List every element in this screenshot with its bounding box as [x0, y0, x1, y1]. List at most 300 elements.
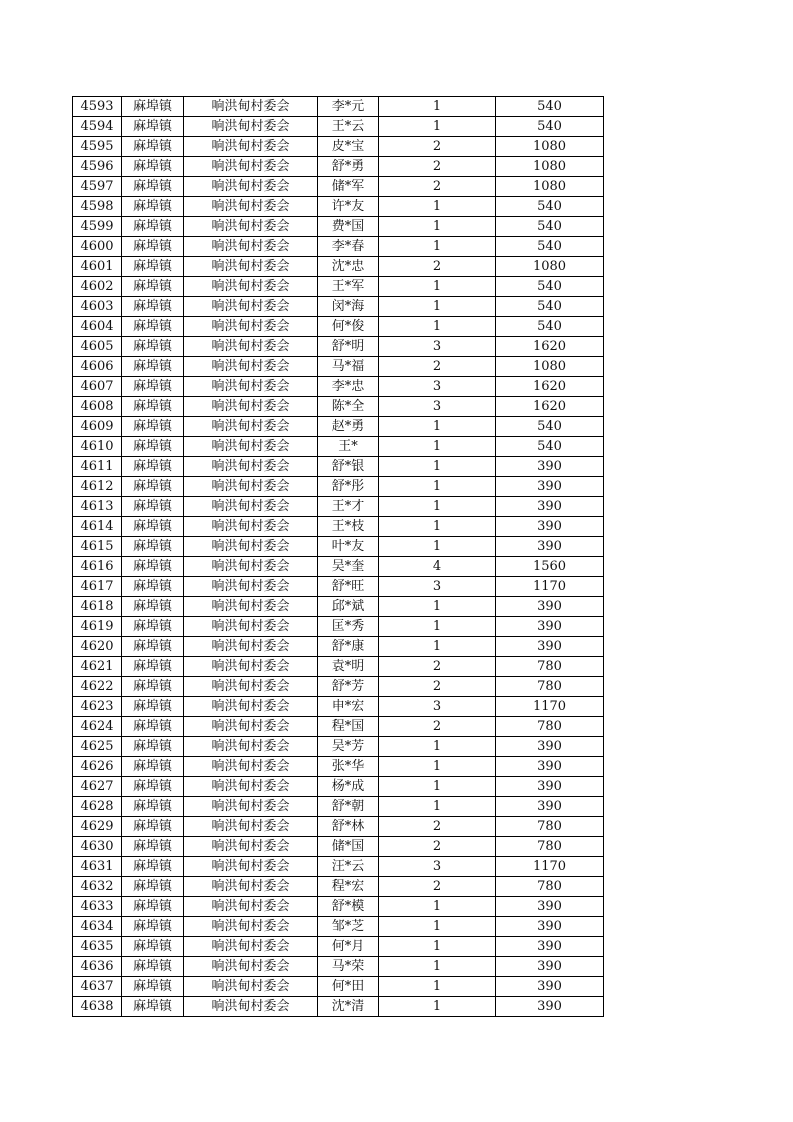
count-cell: 2: [379, 657, 496, 677]
row-number-cell: 4629: [73, 817, 122, 837]
row-number-cell: 4601: [73, 257, 122, 277]
village-committee-cell: 响洪甸村委会: [184, 477, 318, 497]
table-row: [73, 217, 604, 237]
village-committee-cell: 响洪甸村委会: [184, 497, 318, 517]
row-number-cell: 4602: [73, 277, 122, 297]
name-cell: 匡*秀: [318, 617, 379, 637]
village-committee-cell: 响洪甸村委会: [184, 637, 318, 657]
village-committee-cell: 响洪甸村委会: [184, 937, 318, 957]
name-cell: 舒*朝: [318, 797, 379, 817]
town-cell: 麻埠镇: [122, 217, 184, 237]
name-cell: 王*才: [318, 497, 379, 517]
name-cell: 马*荣: [318, 957, 379, 977]
village-committee-cell: 响洪甸村委会: [184, 517, 318, 537]
village-committee-cell: 响洪甸村委会: [184, 177, 318, 197]
town-cell: 麻埠镇: [122, 717, 184, 737]
village-committee-cell: 响洪甸村委会: [184, 997, 318, 1017]
name-cell: 王*: [318, 437, 379, 457]
row-number-cell: 4634: [73, 917, 122, 937]
table-row: [73, 297, 604, 317]
amount-cell: 390: [496, 617, 604, 637]
name-cell: 李*元: [318, 97, 379, 117]
row-number-cell: 4630: [73, 837, 122, 857]
table-row: [73, 617, 604, 637]
row-number-cell: 4638: [73, 997, 122, 1017]
village-committee-cell: 响洪甸村委会: [184, 357, 318, 377]
town-cell: 麻埠镇: [122, 397, 184, 417]
amount-cell: 390: [496, 777, 604, 797]
table-row: [73, 697, 604, 717]
count-cell: 1: [379, 597, 496, 617]
name-cell: 沈*忠: [318, 257, 379, 277]
row-number-cell: 4598: [73, 197, 122, 217]
table-row: [73, 137, 604, 157]
count-cell: 3: [379, 857, 496, 877]
table-row: [73, 577, 604, 597]
town-cell: 麻埠镇: [122, 337, 184, 357]
town-cell: 麻埠镇: [122, 257, 184, 277]
table-row: [73, 497, 604, 517]
amount-cell: 390: [496, 477, 604, 497]
table-row: [73, 717, 604, 737]
count-cell: 1: [379, 457, 496, 477]
name-cell: 李*春: [318, 237, 379, 257]
name-cell: 舒*林: [318, 817, 379, 837]
amount-cell: 540: [496, 417, 604, 437]
count-cell: 1: [379, 477, 496, 497]
table-row: [73, 337, 604, 357]
amount-cell: 1080: [496, 257, 604, 277]
village-committee-cell: 响洪甸村委会: [184, 597, 318, 617]
amount-cell: 540: [496, 277, 604, 297]
village-committee-cell: 响洪甸村委会: [184, 817, 318, 837]
count-cell: 1: [379, 297, 496, 317]
amount-cell: 780: [496, 657, 604, 677]
village-committee-cell: 响洪甸村委会: [184, 417, 318, 437]
amount-cell: 390: [496, 737, 604, 757]
village-committee-cell: 响洪甸村委会: [184, 217, 318, 237]
name-cell: 王*军: [318, 277, 379, 297]
village-committee-cell: 响洪甸村委会: [184, 677, 318, 697]
village-committee-cell: 响洪甸村委会: [184, 277, 318, 297]
amount-cell: 390: [496, 957, 604, 977]
table-row: [73, 517, 604, 537]
name-cell: 程*宏: [318, 877, 379, 897]
name-cell: 舒*勇: [318, 157, 379, 177]
name-cell: 舒*旺: [318, 577, 379, 597]
count-cell: 1: [379, 537, 496, 557]
village-committee-cell: 响洪甸村委会: [184, 957, 318, 977]
table-row: [73, 857, 604, 877]
name-cell: 何*俊: [318, 317, 379, 337]
amount-cell: 780: [496, 877, 604, 897]
town-cell: 麻埠镇: [122, 857, 184, 877]
town-cell: 麻埠镇: [122, 937, 184, 957]
count-cell: 1: [379, 117, 496, 137]
table-row: [73, 557, 604, 577]
amount-cell: 1080: [496, 137, 604, 157]
town-cell: 麻埠镇: [122, 297, 184, 317]
count-cell: 3: [379, 337, 496, 357]
name-cell: 吴*奎: [318, 557, 379, 577]
row-number-cell: 4624: [73, 717, 122, 737]
village-committee-cell: 响洪甸村委会: [184, 257, 318, 277]
table-row: [73, 237, 604, 257]
amount-cell: 1170: [496, 697, 604, 717]
town-cell: 麻埠镇: [122, 997, 184, 1017]
name-cell: 袁*明: [318, 657, 379, 677]
amount-cell: 540: [496, 297, 604, 317]
row-number-cell: 4622: [73, 677, 122, 697]
town-cell: 麻埠镇: [122, 637, 184, 657]
name-cell: 储*国: [318, 837, 379, 857]
village-committee-cell: 响洪甸村委会: [184, 237, 318, 257]
count-cell: 1: [379, 277, 496, 297]
town-cell: 麻埠镇: [122, 97, 184, 117]
name-cell: 舒*彤: [318, 477, 379, 497]
name-cell: 何*田: [318, 977, 379, 997]
table-row: [73, 537, 604, 557]
village-committee-cell: 响洪甸村委会: [184, 157, 318, 177]
name-cell: 汪*云: [318, 857, 379, 877]
table-row: [73, 637, 604, 657]
village-committee-cell: 响洪甸村委会: [184, 557, 318, 577]
name-cell: 陈*全: [318, 397, 379, 417]
village-committee-cell: 响洪甸村委会: [184, 897, 318, 917]
row-number-cell: 4625: [73, 737, 122, 757]
row-number-cell: 4627: [73, 777, 122, 797]
row-number-cell: 4603: [73, 297, 122, 317]
count-cell: 1: [379, 797, 496, 817]
name-cell: 皮*宝: [318, 137, 379, 157]
name-cell: 马*福: [318, 357, 379, 377]
village-committee-cell: 响洪甸村委会: [184, 537, 318, 557]
town-cell: 麻埠镇: [122, 657, 184, 677]
count-cell: 2: [379, 157, 496, 177]
town-cell: 麻埠镇: [122, 177, 184, 197]
amount-cell: 390: [496, 637, 604, 657]
village-committee-cell: 响洪甸村委会: [184, 857, 318, 877]
amount-cell: 540: [496, 97, 604, 117]
count-cell: 1: [379, 437, 496, 457]
village-committee-cell: 响洪甸村委会: [184, 317, 318, 337]
town-cell: 麻埠镇: [122, 537, 184, 557]
amount-cell: 1560: [496, 557, 604, 577]
town-cell: 麻埠镇: [122, 737, 184, 757]
table-row: [73, 757, 604, 777]
table-row: [73, 837, 604, 857]
village-committee-cell: 响洪甸村委会: [184, 377, 318, 397]
count-cell: 2: [379, 817, 496, 837]
count-cell: 2: [379, 877, 496, 897]
town-cell: 麻埠镇: [122, 317, 184, 337]
table-row: [73, 117, 604, 137]
amount-cell: 1620: [496, 377, 604, 397]
count-cell: 2: [379, 257, 496, 277]
town-cell: 麻埠镇: [122, 277, 184, 297]
amount-cell: 390: [496, 917, 604, 937]
amount-cell: 780: [496, 717, 604, 737]
village-committee-cell: 响洪甸村委会: [184, 877, 318, 897]
count-cell: 3: [379, 577, 496, 597]
table-row: [73, 897, 604, 917]
table-row: [73, 437, 604, 457]
table-row: [73, 257, 604, 277]
town-cell: 麻埠镇: [122, 597, 184, 617]
town-cell: 麻埠镇: [122, 437, 184, 457]
town-cell: 麻埠镇: [122, 237, 184, 257]
count-cell: 1: [379, 217, 496, 237]
village-committee-cell: 响洪甸村委会: [184, 117, 318, 137]
village-committee-cell: 响洪甸村委会: [184, 977, 318, 997]
row-number-cell: 4620: [73, 637, 122, 657]
name-cell: 许*友: [318, 197, 379, 217]
town-cell: 麻埠镇: [122, 957, 184, 977]
count-cell: 4: [379, 557, 496, 577]
table-row: [73, 937, 604, 957]
table-row: [73, 317, 604, 337]
count-cell: 1: [379, 417, 496, 437]
count-cell: 3: [379, 377, 496, 397]
table-row: [73, 397, 604, 417]
amount-cell: 390: [496, 757, 604, 777]
count-cell: 2: [379, 837, 496, 857]
count-cell: 1: [379, 757, 496, 777]
amount-cell: 540: [496, 437, 604, 457]
row-number-cell: 4614: [73, 517, 122, 537]
table-row: [73, 777, 604, 797]
count-cell: 3: [379, 697, 496, 717]
town-cell: 麻埠镇: [122, 777, 184, 797]
town-cell: 麻埠镇: [122, 917, 184, 937]
row-number-cell: 4623: [73, 697, 122, 717]
name-cell: 储*军: [318, 177, 379, 197]
count-cell: 3: [379, 397, 496, 417]
table-row: [73, 997, 604, 1017]
row-number-cell: 4621: [73, 657, 122, 677]
name-cell: 舒*康: [318, 637, 379, 657]
amount-cell: 540: [496, 237, 604, 257]
name-cell: 杨*成: [318, 777, 379, 797]
row-number-cell: 4593: [73, 97, 122, 117]
name-cell: 王*云: [318, 117, 379, 137]
amount-cell: 390: [496, 457, 604, 477]
village-committee-cell: 响洪甸村委会: [184, 757, 318, 777]
amount-cell: 540: [496, 117, 604, 137]
town-cell: 麻埠镇: [122, 457, 184, 477]
town-cell: 麻埠镇: [122, 557, 184, 577]
name-cell: 费*国: [318, 217, 379, 237]
count-cell: 2: [379, 137, 496, 157]
village-committee-cell: 响洪甸村委会: [184, 437, 318, 457]
count-cell: 1: [379, 237, 496, 257]
town-cell: 麻埠镇: [122, 157, 184, 177]
name-cell: 叶*友: [318, 537, 379, 557]
amount-cell: 1170: [496, 857, 604, 877]
town-cell: 麻埠镇: [122, 577, 184, 597]
count-cell: 2: [379, 357, 496, 377]
row-number-cell: 4597: [73, 177, 122, 197]
table-row: [73, 677, 604, 697]
village-committee-cell: 响洪甸村委会: [184, 97, 318, 117]
village-committee-cell: 响洪甸村委会: [184, 137, 318, 157]
row-number-cell: 4594: [73, 117, 122, 137]
count-cell: 2: [379, 717, 496, 737]
table-row: [73, 377, 604, 397]
name-cell: 李*忠: [318, 377, 379, 397]
town-cell: 麻埠镇: [122, 357, 184, 377]
table-row: [73, 457, 604, 477]
amount-cell: 390: [496, 517, 604, 537]
row-number-cell: 4616: [73, 557, 122, 577]
name-cell: 程*国: [318, 717, 379, 737]
amount-cell: 1620: [496, 337, 604, 357]
town-cell: 麻埠镇: [122, 877, 184, 897]
row-number-cell: 4610: [73, 437, 122, 457]
name-cell: 吴*芳: [318, 737, 379, 757]
table-row: [73, 817, 604, 837]
row-number-cell: 4632: [73, 877, 122, 897]
table-row: [73, 917, 604, 937]
table-row: [73, 157, 604, 177]
amount-cell: 1620: [496, 397, 604, 417]
count-cell: 1: [379, 937, 496, 957]
village-committee-cell: 响洪甸村委会: [184, 797, 318, 817]
town-cell: 麻埠镇: [122, 677, 184, 697]
table-row: [73, 877, 604, 897]
count-cell: 1: [379, 97, 496, 117]
table-row: [73, 357, 604, 377]
name-cell: 舒*芳: [318, 677, 379, 697]
roster-table: [72, 96, 604, 1017]
roster-table-body: [73, 97, 604, 1017]
amount-cell: 780: [496, 677, 604, 697]
town-cell: 麻埠镇: [122, 977, 184, 997]
count-cell: 1: [379, 917, 496, 937]
row-number-cell: 4635: [73, 937, 122, 957]
row-number-cell: 4609: [73, 417, 122, 437]
table-row: [73, 477, 604, 497]
village-committee-cell: 响洪甸村委会: [184, 717, 318, 737]
row-number-cell: 4633: [73, 897, 122, 917]
village-committee-cell: 响洪甸村委会: [184, 197, 318, 217]
town-cell: 麻埠镇: [122, 897, 184, 917]
count-cell: 1: [379, 737, 496, 757]
name-cell: 沈*清: [318, 997, 379, 1017]
amount-cell: 390: [496, 797, 604, 817]
row-number-cell: 4608: [73, 397, 122, 417]
village-committee-cell: 响洪甸村委会: [184, 457, 318, 477]
town-cell: 麻埠镇: [122, 497, 184, 517]
table-row: [73, 977, 604, 997]
row-number-cell: 4596: [73, 157, 122, 177]
name-cell: 王*枝: [318, 517, 379, 537]
name-cell: 邱*斌: [318, 597, 379, 617]
name-cell: 何*月: [318, 937, 379, 957]
row-number-cell: 4605: [73, 337, 122, 357]
table-row: [73, 597, 604, 617]
table-row: [73, 957, 604, 977]
name-cell: 申*宏: [318, 697, 379, 717]
row-number-cell: 4619: [73, 617, 122, 637]
amount-cell: 390: [496, 977, 604, 997]
table-row: [73, 737, 604, 757]
village-committee-cell: 响洪甸村委会: [184, 397, 318, 417]
village-committee-cell: 响洪甸村委会: [184, 297, 318, 317]
row-number-cell: 4636: [73, 957, 122, 977]
table-row: [73, 177, 604, 197]
village-committee-cell: 响洪甸村委会: [184, 337, 318, 357]
name-cell: 舒*模: [318, 897, 379, 917]
town-cell: 麻埠镇: [122, 817, 184, 837]
name-cell: 舒*银: [318, 457, 379, 477]
amount-cell: 780: [496, 837, 604, 857]
amount-cell: 1170: [496, 577, 604, 597]
town-cell: 麻埠镇: [122, 797, 184, 817]
row-number-cell: 4618: [73, 597, 122, 617]
row-number-cell: 4595: [73, 137, 122, 157]
table-row: [73, 657, 604, 677]
count-cell: 1: [379, 197, 496, 217]
count-cell: 1: [379, 617, 496, 637]
town-cell: 麻埠镇: [122, 117, 184, 137]
amount-cell: 390: [496, 997, 604, 1017]
amount-cell: 540: [496, 317, 604, 337]
amount-cell: 390: [496, 537, 604, 557]
count-cell: 1: [379, 517, 496, 537]
row-number-cell: 4631: [73, 857, 122, 877]
town-cell: 麻埠镇: [122, 417, 184, 437]
village-committee-cell: 响洪甸村委会: [184, 917, 318, 937]
row-number-cell: 4606: [73, 357, 122, 377]
amount-cell: 780: [496, 817, 604, 837]
count-cell: 1: [379, 897, 496, 917]
row-number-cell: 4628: [73, 797, 122, 817]
town-cell: 麻埠镇: [122, 197, 184, 217]
count-cell: 2: [379, 677, 496, 697]
town-cell: 麻埠镇: [122, 517, 184, 537]
count-cell: 1: [379, 317, 496, 337]
row-number-cell: 4604: [73, 317, 122, 337]
town-cell: 麻埠镇: [122, 477, 184, 497]
row-number-cell: 4637: [73, 977, 122, 997]
table-row: [73, 277, 604, 297]
count-cell: 1: [379, 637, 496, 657]
count-cell: 1: [379, 957, 496, 977]
name-cell: 邹*芝: [318, 917, 379, 937]
row-number-cell: 4615: [73, 537, 122, 557]
name-cell: 赵*勇: [318, 417, 379, 437]
town-cell: 麻埠镇: [122, 837, 184, 857]
name-cell: 闵*海: [318, 297, 379, 317]
row-number-cell: 4612: [73, 477, 122, 497]
amount-cell: 390: [496, 937, 604, 957]
town-cell: 麻埠镇: [122, 697, 184, 717]
row-number-cell: 4613: [73, 497, 122, 517]
village-committee-cell: 响洪甸村委会: [184, 697, 318, 717]
amount-cell: 1080: [496, 177, 604, 197]
count-cell: 1: [379, 777, 496, 797]
row-number-cell: 4617: [73, 577, 122, 597]
amount-cell: 390: [496, 497, 604, 517]
amount-cell: 540: [496, 197, 604, 217]
town-cell: 麻埠镇: [122, 377, 184, 397]
count-cell: 1: [379, 977, 496, 997]
village-committee-cell: 响洪甸村委会: [184, 577, 318, 597]
town-cell: 麻埠镇: [122, 757, 184, 777]
table-row: [73, 197, 604, 217]
row-number-cell: 4600: [73, 237, 122, 257]
